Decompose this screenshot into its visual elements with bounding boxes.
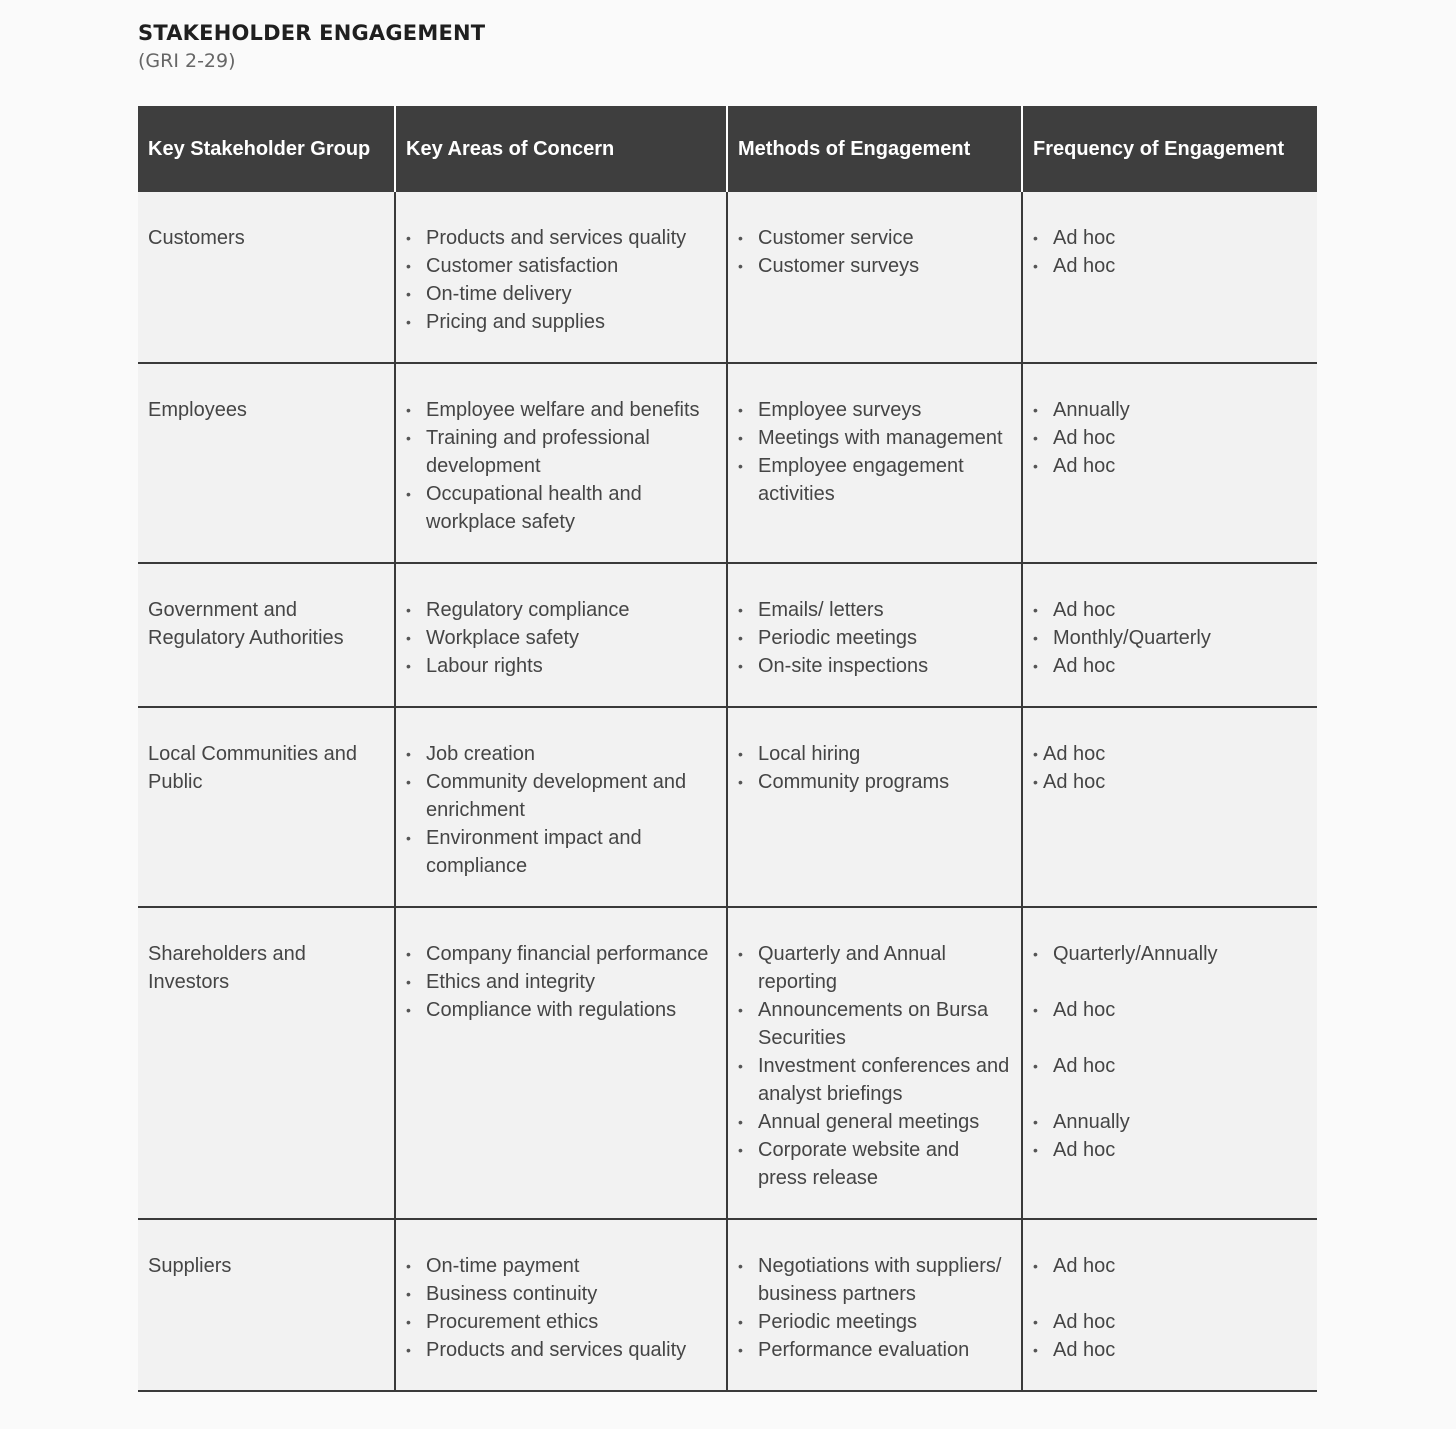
list-item: • Ad hoc <box>1033 1308 1307 1336</box>
list-item: • Ad hoc <box>1033 652 1307 680</box>
frequency-cell <box>1022 1219 1317 1391</box>
list-item: • Labour rights <box>406 652 716 680</box>
list-item: • Employee welfare and benefits <box>406 396 716 424</box>
list-item: • Training and professional development <box>406 424 716 480</box>
methods-cell <box>727 563 1022 707</box>
concerns-cell <box>395 363 727 563</box>
frequency-cell <box>1022 563 1317 707</box>
list-item: • Compliance with regulations <box>406 996 716 1024</box>
list-item: • On-site inspections <box>738 652 1011 680</box>
list-item: • Employee engagement activities <box>738 452 1011 508</box>
list-item: • Quarterly and Annual reporting <box>738 940 1011 996</box>
frequency-cell <box>1022 192 1317 363</box>
methods-cell <box>727 907 1022 1219</box>
list-item: • On-time delivery <box>406 280 716 308</box>
stakeholder-group-cell: Customers <box>138 192 395 363</box>
list-item: • Customer surveys <box>738 252 1011 280</box>
list-item: • Emails/ letters <box>738 596 1011 624</box>
table-row <box>138 363 1317 563</box>
list-item: • Ad hoc <box>1033 768 1307 796</box>
list-item: • Annually <box>1033 1108 1307 1136</box>
list-item: • Ad hoc <box>1033 252 1307 280</box>
list-item: • Periodic meetings <box>738 624 1011 652</box>
list-item: • Company financial performance <box>406 940 716 968</box>
list-item: • Meetings with management <box>738 424 1011 452</box>
concerns-cell <box>395 707 727 907</box>
list-item: • Community development and enrichment <box>406 768 716 824</box>
list-item: • Occupational health and workplace safety <box>406 480 716 536</box>
list-item: • Employee surveys <box>738 396 1011 424</box>
list-item: • Local hiring <box>738 740 1011 768</box>
list-item: • Periodic meetings <box>738 1308 1011 1336</box>
list-item: • Investment conferences and analyst briefings <box>738 1052 1011 1108</box>
list-item: • Ad hoc <box>1033 1052 1307 1080</box>
concerns-cell <box>395 563 727 707</box>
page-title: STAKEHOLDER ENGAGEMENT <box>138 21 486 45</box>
table-row <box>138 1219 1317 1391</box>
list-item: • Ad hoc <box>1033 996 1307 1024</box>
methods-cell <box>727 192 1022 363</box>
list-item: • Ad hoc <box>1033 1136 1307 1164</box>
list-item: • Procurement ethics <box>406 1308 716 1336</box>
list-item: • Business continuity <box>406 1280 716 1308</box>
methods-cell <box>727 1219 1022 1391</box>
table-header-row <box>138 106 1317 192</box>
list-item: • Customer satisfaction <box>406 252 716 280</box>
list-item: • Annual general meetings <box>738 1108 1011 1136</box>
list-item: • Job creation <box>406 740 716 768</box>
list-item: • Workplace safety <box>406 624 716 652</box>
list-item: • Ad hoc <box>1033 596 1307 624</box>
concerns-cell <box>395 907 727 1219</box>
list-item: • Monthly/Quarterly <box>1033 624 1307 652</box>
stakeholder-engagement-table <box>138 106 1317 1392</box>
list-item: • Announcements on Bursa Securities <box>738 996 1011 1052</box>
stakeholder-group-cell: Suppliers <box>138 1219 395 1391</box>
list-item: • On-time payment <box>406 1252 716 1280</box>
table-row <box>138 563 1317 707</box>
list-item: • Ad hoc <box>1033 424 1307 452</box>
column-header-methods-of-engagement: Methods of Engagement <box>727 106 1022 192</box>
list-item: • Ad hoc <box>1033 740 1307 768</box>
list-item: • Negotiations with suppliers/ business partners <box>738 1252 1011 1308</box>
list-item: • Environment impact and compliance <box>406 824 716 880</box>
page-subtitle: (GRI 2-29) <box>138 50 236 72</box>
column-header-frequency-of-engagement: Frequency of Engagement <box>1022 106 1317 192</box>
methods-cell <box>727 707 1022 907</box>
list-item: • Community programs <box>738 768 1011 796</box>
list-item: • Performance evaluation <box>738 1336 1011 1364</box>
table-row <box>138 192 1317 363</box>
list-item: • Quarterly/Annually <box>1033 940 1307 968</box>
list-item: • Customer service <box>738 224 1011 252</box>
stakeholder-group-cell: Local Communities and Public <box>138 707 395 907</box>
list-item: • Annually <box>1033 396 1307 424</box>
frequency-cell <box>1022 907 1317 1219</box>
list-item: • Ad hoc <box>1033 1252 1307 1280</box>
frequency-cell <box>1022 363 1317 563</box>
concerns-cell <box>395 192 727 363</box>
stakeholder-group-cell: Employees <box>138 363 395 563</box>
stakeholder-group-cell: Shareholders and Investors <box>138 907 395 1219</box>
concerns-cell <box>395 1219 727 1391</box>
list-item: • Pricing and supplies <box>406 308 716 336</box>
stakeholder-group-cell: Government and Regulatory Authorities <box>138 563 395 707</box>
column-header-areas-of-concern: Key Areas of Concern <box>395 106 727 192</box>
list-item: • Ad hoc <box>1033 1336 1307 1364</box>
table-row <box>138 907 1317 1219</box>
table-row <box>138 707 1317 907</box>
list-item: • Ad hoc <box>1033 452 1307 480</box>
list-item: • Corporate website and press release <box>738 1136 1011 1192</box>
list-item: • Products and services quality <box>406 1336 716 1364</box>
list-item: • Ad hoc <box>1033 224 1307 252</box>
list-item: • Regulatory compliance <box>406 596 716 624</box>
page-heading <box>138 18 485 74</box>
methods-cell <box>727 363 1022 563</box>
list-item: • Ethics and integrity <box>406 968 716 996</box>
list-item: • Products and services quality <box>406 224 716 252</box>
column-header-stakeholder-group: Key Stakeholder Group <box>138 106 395 192</box>
frequency-cell <box>1022 707 1317 907</box>
